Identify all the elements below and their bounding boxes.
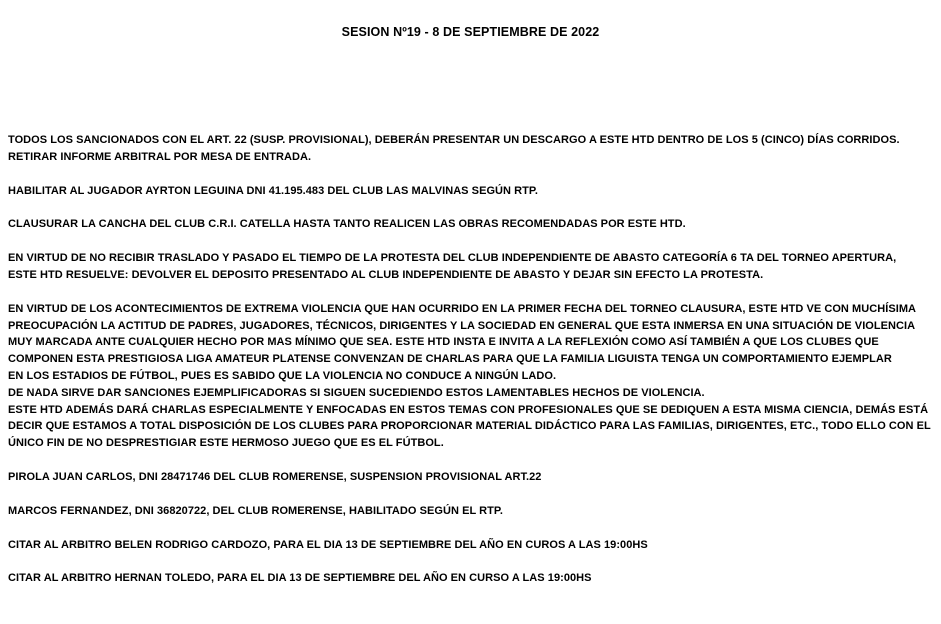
paragraph-line: EN VIRTUD DE NO RECIBIR TRASLADO Y PASADO EL TIEMPO DE LA PROTESTA DEL CLUB INDEPENDIENTE DE ABASTO CATEGORÍA 6 TA DEL TORNEO APERTURA, [8, 252, 897, 265]
paragraph-line: DE NADA SIRVE DAR SANCIONES EJEMPLIFICADORAS SI SIGUEN SUCEDIENDO ESTOS LAMENTABLES HECHOS DE VIOLENCIA. [8, 386, 705, 399]
paragraph-line: CLAUSURAR LA CANCHA DEL CLUB C.R.I. CATELLA HASTA TANTO REALICEN LAS OBRAS RECOMENDADAS POR ESTE HTD. [8, 218, 686, 231]
paragraph-sanctioned-discharge [8, 132, 936, 166]
document-title: SESION Nº19 - 8 DE SEPTIEMBRE DE 2022 [341, 25, 600, 39]
paragraph-line: COMPONEN ESTA PRESTIGIOSA LIGA AMATEUR PLATENSE CONVENZAN DE CHARLAS PARA QUE LA FAMILIA LIGUISTA TENGA UN COMPORTAMIENTO EJEMPLAR [8, 353, 892, 366]
paragraph-line: PIROLA JUAN CARLOS, DNI 28471746 DEL CLUB ROMERENSE, SUSPENSION PROVISIONAL ART.22 [8, 470, 542, 483]
paragraph-line: ESTE HTD ADEMÁS DARÁ CHARLAS ESPECIALMENTE Y ENFOCADAS EN ESTOS TEMAS CON PROFESIONALES QUE SE DEDIQUEN A ESTA MISMA CIENCIA, DEMÁS ESTÁ [8, 403, 929, 416]
paragraph-line: CITAR AL ARBITRO HERNAN TOLEDO, PARA EL DIA 13 DE SEPTIEMBRE DEL AÑO EN CURSO A LAS 19:00HS [8, 572, 592, 585]
paragraph-line: RETIRAR INFORME ARBITRAL POR MESA DE ENTRADA. [8, 150, 312, 163]
paragraph-line: HABILITAR AL JUGADOR AYRTON LEGUINA DNI 41.195.483 DEL CLUB LAS MALVINAS SEGÚN RTP. [8, 184, 538, 197]
paragraph-line: TODOS LOS SANCIONADOS CON EL ART. 22 (SUSP. PROVISIONAL), DEBERÁN PRESENTAR UN DESCARGO A ESTE HTD DENTRO DE LOS 5 (CINCO) DÍAS CORRIDOS. [8, 134, 900, 146]
paragraph-line: MUY MARCADA ANTE CUALQUIER HECHO POR MAS MÍNIMO QUE SEA. ESTE HTD INSTA E INVITA A LA REFLEXIÓN COMO ASÍ TAMBIÉN A QUE LOS CLUBES QUE [8, 336, 879, 349]
paragraph-pirola-suspension [8, 469, 936, 486]
paragraph-line: ESTE HTD RESUELVE: DEVOLVER EL DEPOSITO PRESENTADO AL CLUB INDEPENDIENTE DE ABASTO Y DEJAR SIN EFECTO LA PROTESTA. [8, 268, 764, 281]
document-body [8, 132, 936, 604]
paragraph-line: ÚNICO FIN DE NO DESPRESTIGIAR ESTE HERMOSO JUEGO QUE ES EL FÚTBOL. [8, 437, 444, 450]
paragraph-line: MARCOS FERNANDEZ, DNI 36820722, DEL CLUB ROMERENSE, HABILITADO SEGÚN EL RTP. [8, 504, 504, 517]
paragraph-summon-referee-cardozo [8, 537, 936, 554]
paragraph-line: PREOCUPACIÓN LA ACTITUD DE PADRES, JUGADORES, TÉCNICOS, DIRIGENTES Y LA SOCIEDAD EN GENERAL QUE ESTA INMERSA EN UNA SITUACIÓN DE VIOLENCIA [8, 319, 916, 332]
paragraph-violence-statement [8, 301, 936, 452]
paragraph-fernandez-enabled [8, 503, 936, 520]
paragraph-line: EN LOS ESTADIOS DE FÚTBOL, PUES ES SABIDO QUE LA VIOLENCIA NO CONDUCE A NINGÚN LADO. [8, 369, 557, 382]
paragraph-enable-player [8, 183, 936, 200]
paragraph-line: DECIR QUE ESTAMOS A TOTAL DISPOSICIÓN DE LOS CLUBES PARA PROPORCIONAR MATERIAL DIDÁCTICO PARA LAS FAMILIAS, DIRIGENTES, ETC., TODO ELLO CON EL [8, 420, 931, 433]
paragraph-summon-referee-toledo [8, 570, 936, 587]
paragraph-close-field [8, 216, 936, 233]
paragraph-protest-resolution [8, 250, 936, 284]
paragraph-line: CITAR AL ARBITRO BELEN RODRIGO CARDOZO, PARA EL DIA 13 DE SEPTIEMBRE DEL AÑO EN CUROS A LAS 19:00HS [8, 538, 648, 551]
paragraph-line: EN VIRTUD DE LOS ACONTECIMIENTOS DE EXTREMA VIOLENCIA QUE HAN OCURRIDO EN LA PRIMER FECHA DEL TORNEO CLAUSURA, ESTE HTD VE CON MUCHÍSIMA [8, 302, 917, 315]
